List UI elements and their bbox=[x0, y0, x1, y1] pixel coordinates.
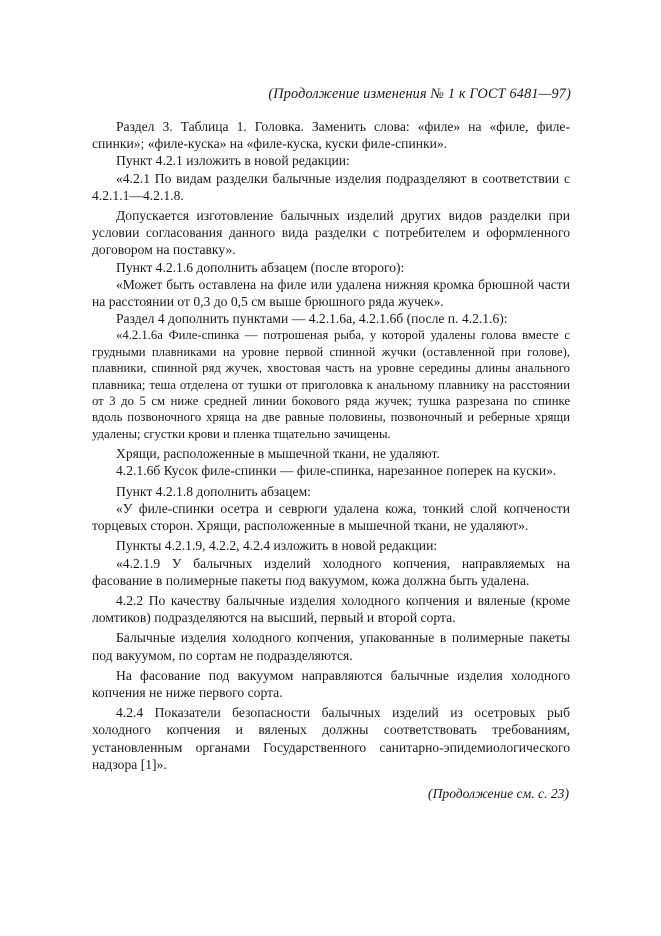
paragraph-vacuum-packing-grade: На фасование под вакуумом направляются балычные изделия холодного копчения не ниже первого сорта. bbox=[92, 667, 570, 700]
paragraph-clause-4-2-1-6-intro: Пункт 4.2.1.6 дополнить абзацем (после второго): bbox=[116, 259, 405, 275]
paragraph-vacuum-packed-grades: Балычные изделия холодного копчения, упакованные в полимерные пакеты под вакуумом, по сортам не подразделяются. bbox=[92, 630, 570, 663]
paragraph-clause-4-2-1-intro: Пункт 4.2.1 изложить в новой редакции: bbox=[116, 153, 350, 169]
paragraph-clause-4-2-1-6b: 4.2.1.6б Кусок филе-спинки — филе-спинка, нарезанное поперек на куски». bbox=[116, 463, 557, 479]
page-footer-continuation: (Продолжение см. с. 23) bbox=[428, 786, 569, 801]
paragraph-clause-4-2-2: 4.2.2 По качеству балычные изделия холодного копчения и вяленые (кроме ломтиков) подразделяются на высший, первый и второй сорта. bbox=[92, 592, 570, 626]
paragraph-clause-4-2-1-6a: «4.2.1.6а Филе-спинка — потрошеная рыба, у которой удалены голова вместе с грудными плавниками на уровне первой спинной жучки (оставленной при голове), плавники, спинной ряд жучек, хвостовая часть на уровне середины длины анального плавника; теша отделена от тушки от приголовка к анальному плавнику на расстоянии от 3 до 5 см ниже средней линии бокового ряда жучек; тушка разрезана по спинке вдоль позвоночного хряща на две равные половины, позвоночный и реберные хрящи удалены; сгустки крови и пленка тщательно зачищены. bbox=[92, 328, 570, 441]
paragraph-clause-4-2-1-6-addition: «Может быть оставлена на филе или удалена нижняя кромка брюшной части на расстоянии от 0,3 до 0,5 см выше брюшного ряда жучек». bbox=[92, 276, 570, 310]
paragraph-clause-4-2-1-8-addition: «У филе-спинки осетра и севрюги удалена кожа, тонкий слой копчености торцевых сторон. Хрящи, расположенные в мышечной ткани, не удаляют». bbox=[92, 500, 570, 534]
paragraph-section4-intro: Раздел 4 дополнить пунктами — 4.2.1.6а, 4.2.1.6б (после п. 4.2.1.6): bbox=[116, 311, 508, 327]
document-body bbox=[92, 118, 570, 773]
paragraph-new-edition-intro: Пункты 4.2.1.9, 4.2.2, 4.2.4 изложить в новой редакции: bbox=[116, 538, 438, 554]
paragraph-section3-table1: Раздел 3. Таблица 1. Головка. Заменить слова: «филе» на «филе, филе-спинки»; «филе-куска» на «филе-куска, куски филе-спинки». bbox=[92, 119, 570, 152]
paragraph-allowed-other-cuts: Допускается изготовление балычных изделий других видов разделки при условии согласования данного вида разделки с потребителем и оформленного договором на поставку». bbox=[92, 208, 570, 258]
paragraph-clause-4-2-1-9: «4.2.1.9 У балычных изделий холодного копчения, направляемых на фасование в полимерные пакеты под вакуумом, кожа должна быть удалена. bbox=[92, 555, 570, 588]
paragraph-clause-4-2-1-8-intro: Пункт 4.2.1.8 дополнить абзацем: bbox=[116, 483, 311, 499]
paragraph-clause-4-2-4: 4.2.4 Показатели безопасности балычных изделий из осетровых рыб холодного копчения и вяленых должны соответствовать требованиям, установленным органами Государственного санитарно-эпидемиологического надзора [1]». bbox=[92, 705, 570, 772]
paragraph-cartilage-note: Хрящи, расположенные в мышечной ткани, не удаляют. bbox=[116, 446, 440, 462]
paragraph-clause-4-2-1: «4.2.1 По видам разделки балычные изделия подразделяют в соответствии с 4.2.1.1—4.2.1.8. bbox=[92, 170, 570, 203]
page-header-continuation: (Продолжение изменения № 1 к ГОСТ 6481—97) bbox=[268, 86, 571, 102]
